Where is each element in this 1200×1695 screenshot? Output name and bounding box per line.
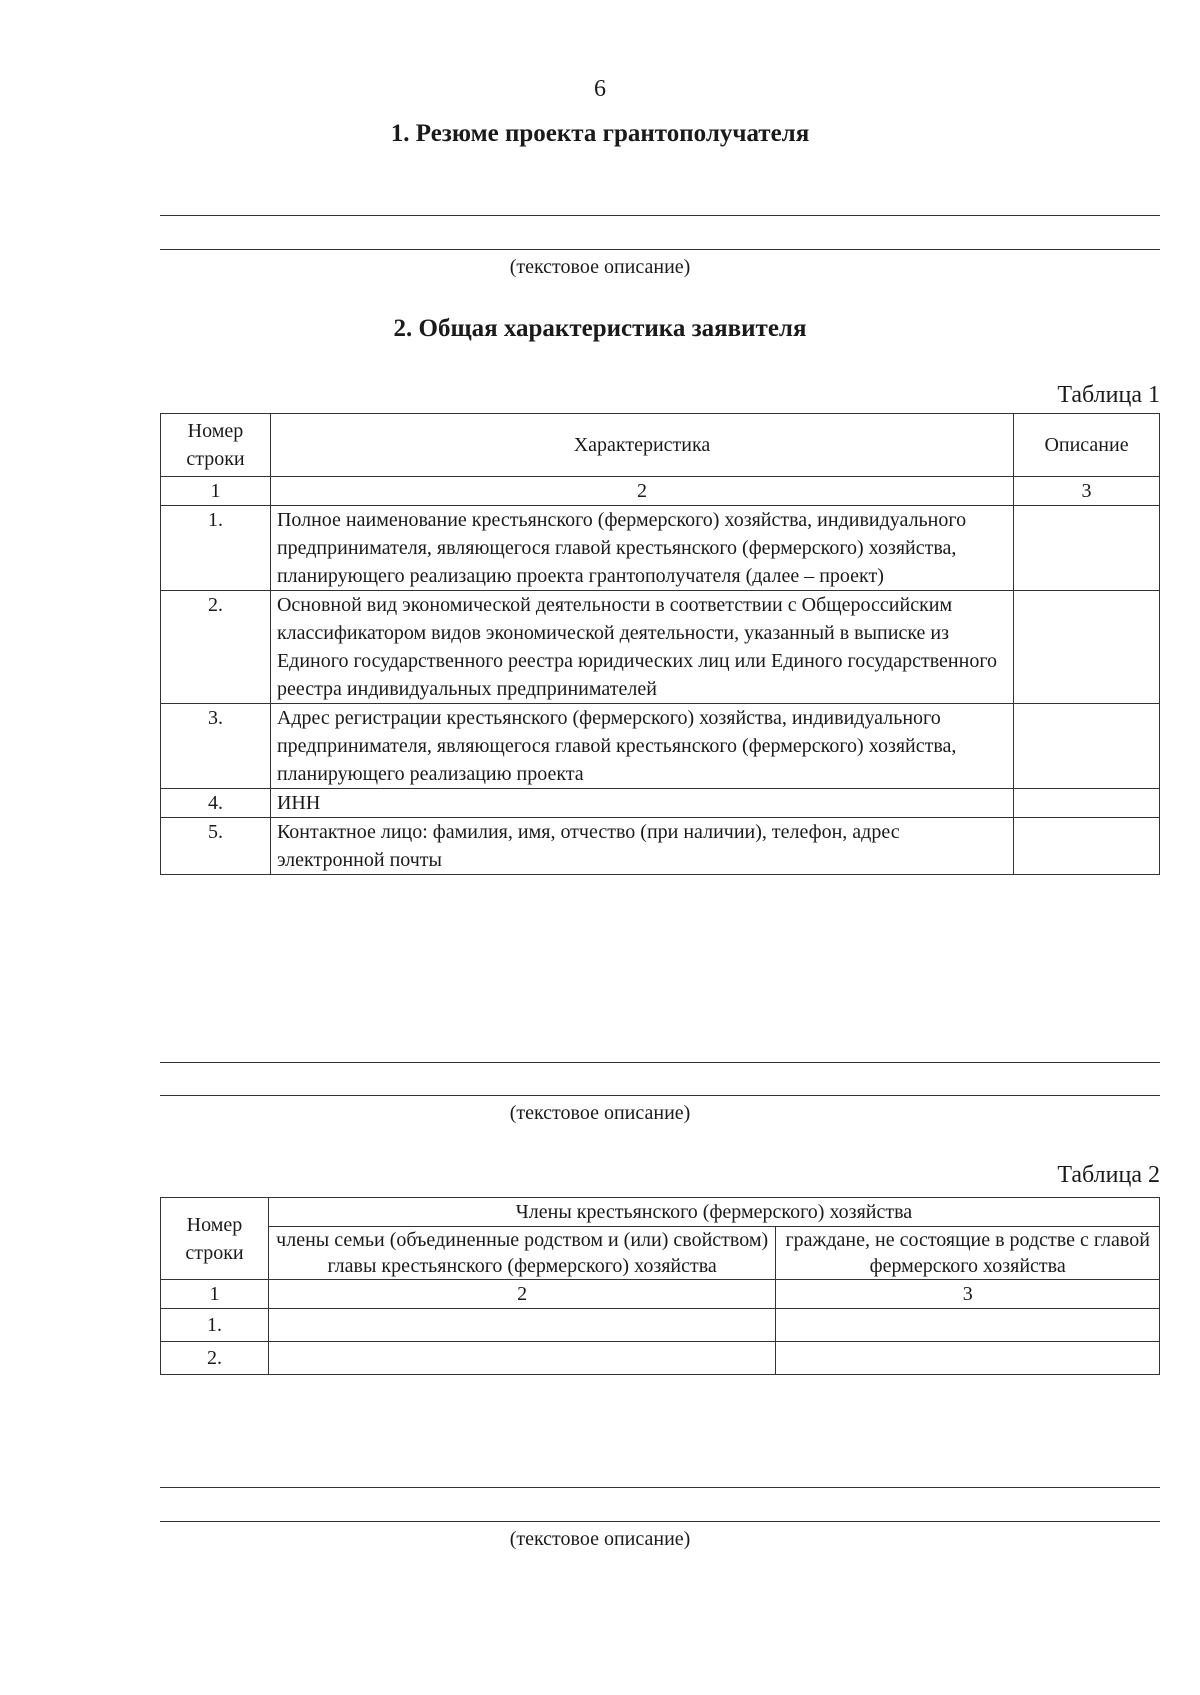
- row-family-cell[interactable]: [268, 1309, 775, 1342]
- section-1-title: 1. Резюме проекта грантополучателя: [390, 120, 810, 147]
- header-family-members: члены семьи (объединенные родством и (или) свойством) главы крестьянского (фермерского) хозяйства: [268, 1227, 775, 1280]
- row-number: 3.: [161, 704, 271, 789]
- row-description[interactable]: [1014, 506, 1160, 591]
- table-header-row: [161, 414, 1160, 477]
- row-characteristic: ИНН: [270, 789, 1013, 818]
- row-number: 5.: [161, 818, 271, 875]
- col-number: 1: [161, 1280, 269, 1309]
- column-number-row: [161, 1280, 1160, 1309]
- header-row-number: Номер строки: [161, 414, 271, 477]
- row-number: 2.: [161, 1342, 269, 1375]
- row-non-relatives-cell[interactable]: [776, 1309, 1160, 1342]
- row-characteristic: Полное наименование крестьянского (фермерского) хозяйства, индивидуального предпринимателя, являющегося главой крестьянского (фермерского) хозяйства, планирующего реализацию проекта грантополучателя (далее – проект): [270, 506, 1013, 591]
- row-family-cell[interactable]: [268, 1342, 775, 1375]
- text-line: [160, 1095, 1160, 1096]
- table-row: [161, 789, 1160, 818]
- header-characteristic: Характеристика: [270, 414, 1013, 477]
- table-header-row: [161, 1198, 1160, 1227]
- table-row: [161, 591, 1160, 704]
- section-1-caption: (текстовое описание): [509, 256, 691, 278]
- row-description[interactable]: [1014, 591, 1160, 704]
- row-characteristic: Контактное лицо: фамилия, имя, отчество (при наличии), телефон, адрес электронной почты: [270, 818, 1013, 875]
- table-1-label: Таблица 1: [1057, 382, 1160, 408]
- header-row-number: Номер строки: [161, 1198, 269, 1280]
- text-line: [160, 1062, 1160, 1063]
- text-line: [160, 215, 1160, 216]
- row-description[interactable]: [1014, 789, 1160, 818]
- section-2-title: 2. Общая характеристика заявителя: [393, 315, 807, 342]
- table-2-label: Таблица 2: [1057, 1162, 1160, 1188]
- table-row: [161, 506, 1160, 591]
- row-number: 4.: [161, 789, 271, 818]
- col-number: 3: [1014, 477, 1160, 506]
- row-number: 1.: [161, 1309, 269, 1342]
- text-line: [160, 1521, 1160, 1522]
- col-number: 3: [776, 1280, 1160, 1309]
- row-characteristic: Адрес регистрации крестьянского (фермерского) хозяйства, индивидуального предпринимателя, являющегося главой крестьянского (фермерского) хозяйства, планирующего реализацию проекта: [270, 704, 1013, 789]
- row-non-relatives-cell[interactable]: [776, 1342, 1160, 1375]
- col-number: 2: [268, 1280, 775, 1309]
- row-number: 1.: [161, 506, 271, 591]
- table-row: [161, 818, 1160, 875]
- table-row: [161, 1309, 1160, 1342]
- column-number-row: [161, 477, 1160, 506]
- col-number: 2: [270, 477, 1013, 506]
- table-subheader-row: [161, 1227, 1160, 1280]
- page-number: 6: [594, 76, 606, 102]
- table-2: [160, 1197, 1160, 1375]
- table-row: [161, 704, 1160, 789]
- table-2-caption: (текстовое описание): [509, 1528, 691, 1550]
- row-description[interactable]: [1014, 704, 1160, 789]
- table-1-caption: (текстовое описание): [509, 1102, 691, 1124]
- table-row: [161, 1342, 1160, 1375]
- row-number: 2.: [161, 591, 271, 704]
- text-line: [160, 1487, 1160, 1488]
- table-1: [160, 413, 1160, 875]
- header-group-members: Члены крестьянского (фермерского) хозяйства: [268, 1198, 1159, 1227]
- header-non-relatives: граждане, не состоящие в родстве с главой фермерского хозяйства: [776, 1227, 1160, 1280]
- text-line: [160, 249, 1160, 250]
- header-description: Описание: [1014, 414, 1160, 477]
- row-characteristic: Основной вид экономической деятельности в соответствии с Общероссийским классификатором видов экономической деятельности, указанный в выписке из Единого государственного реестра юридических лиц или Единого государственного реестра индивидуальных предпринимателей: [270, 591, 1013, 704]
- col-number: 1: [161, 477, 271, 506]
- row-description[interactable]: [1014, 818, 1160, 875]
